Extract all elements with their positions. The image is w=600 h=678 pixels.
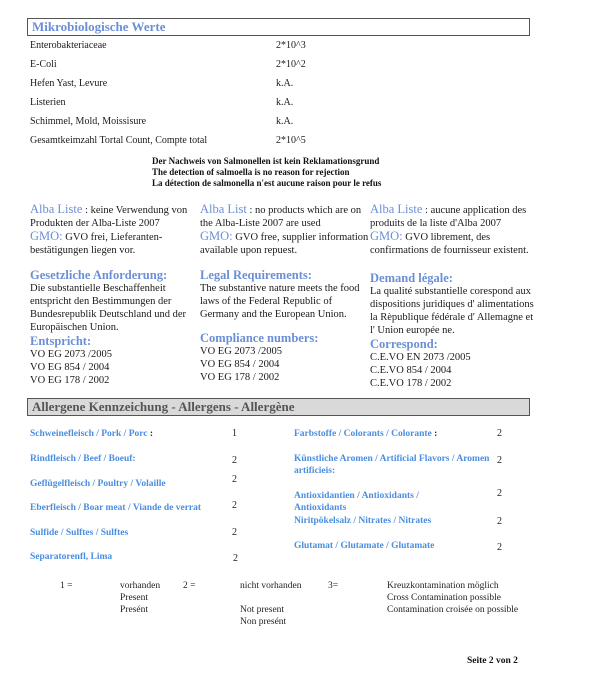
allergen-value: 2 [232,500,237,511]
micro-row-label: Enterobakteriaceae [30,40,107,51]
allergen-label: Eberfleisch / Boar meat / Viande de verrat [30,503,202,513]
compliance-item: C.E.VO 178 / 2002 [370,378,452,389]
gmo-label: GMO: [200,229,233,243]
allergen-label: Geflügelfleisch / Poultry / Volaille [30,479,166,489]
column-french [370,203,540,390]
legal-text: Die substantielle Beschaffenheit entspricht den Bestimmungen der Bundesrepublik Deutschland und der Europäischen Union. [30,283,187,333]
legend-text-1 [120,580,160,616]
micro-section-header [27,18,530,36]
micro-row-label: Gesamtkeimzahl Tortal Count, Compte total [30,135,208,146]
legend-key-1: 1 = [60,581,73,591]
legend-key-3: 3= [328,581,339,591]
legend-line: Kreuzkontamination möglich [387,581,499,591]
allergen-label [294,428,437,440]
micro-row-value: 2*10^2 [276,59,306,70]
legend-line: Present [120,593,148,603]
allergen-value: 1 [232,428,237,439]
alba-block [370,203,540,271]
allergen-section-title: Allergene Kennzeichung - Allergens - Allergène [32,399,295,414]
alba-text: : no products which are on the Alba-Liste 2007 are used [200,205,362,229]
micro-row-label: Hefen Yast, Levure [30,78,108,89]
column-english [200,203,370,384]
gmo-text: GVO librement, des confirmations de fournisseur existent. [370,232,529,256]
alba-text: : keine Verwendung von Produkten der Alba-Liste 2007 [30,205,188,229]
legend-line-spacer [240,592,301,604]
allergen-label [30,428,153,440]
legal-text: The substantive nature meets the food laws of the Federal Republic of Germany and the European Union. [200,283,360,320]
alba-block [30,203,200,261]
allergen-label: Künstliche Aromen / Artificial Flavors / Aromen artificieis: [294,454,490,476]
allergen-name: Farbstoffe / Colorants / Colorante [294,429,432,439]
compliance-item: VO EG 178 / 2002 [200,372,280,383]
micro-row-value: k.A. [276,78,294,89]
micro-row-label: Schimmel, Mold, Moissisure [30,116,147,127]
legend-line: Not present [240,605,285,615]
micro-row-value: 2*10^3 [276,40,306,51]
gmo-text: GVO frei, Lieferanten-bestätigungen liegen vor. [30,232,163,256]
compliance-item: VO EG 2073 /2005 [200,346,282,357]
gmo-text: GVO free, supplier information available upon repuest. [200,232,369,256]
compliance-item: C.E.VO 854 / 2004 [370,365,452,376]
allergen-section-header [27,398,530,416]
legal-heading: Demand légale: [370,271,453,285]
notice-line-en: The detection of salmoella is no reason for rejection [152,167,350,177]
salmonella-notice [152,156,381,189]
legend-text-2 [240,580,301,628]
allergen-label: Sulfide / Sulftes / Sulftes [30,528,129,538]
micro-row-label: E-Coli [30,59,57,70]
compliance-item: VO EG 2073 /2005 [30,349,112,360]
allergen-label: Rindfleisch / Beef / Boeuf: [30,454,136,464]
micro-row-value: k.A. [276,116,294,127]
allergen-value: 2 [232,455,237,466]
allergen-value: 2 [233,553,238,564]
gmo-label: GMO: [370,229,403,243]
legal-heading: Legal Requirements: [200,268,312,282]
compliance-item: VO EG 178 / 2002 [30,375,110,386]
compliance-heading: Entspricht: [30,334,92,348]
legend-line: Contamination croisée on possible [387,605,519,615]
compliance-item: C.E.VO EN 2073 /2005 [370,352,471,363]
alba-label: Alba List [200,202,247,216]
legend-line: Cross Contamination possible [387,593,501,603]
allergen-value: 2 [232,474,237,485]
allergen-value: 2 [497,455,502,466]
alba-text: : aucune application des produits de la liste d'Alba 2007 [370,205,527,229]
notice-line-fr: La détection de salmonella n'est aucune raison pour le refus [152,178,382,188]
micro-row-label: Listerien [30,97,66,108]
allergen-value: 2 [232,527,237,538]
notice-line-de: Der Nachweis von Salmonellen ist kein Reklamationsgrund [152,156,380,166]
allergen-value: 2 [497,516,502,527]
legal-heading: Gesetzliche Anforderung: [30,268,168,282]
allergen-value: 2 [497,428,502,439]
micro-row-value: k.A. [276,97,294,108]
allergen-value: 2 [497,542,502,553]
legend-line: nicht vorhanden [240,581,302,591]
allergen-suffix: : [431,429,438,439]
alba-label: Alba Liste [370,202,423,216]
micro-section-title: Mikrobiologische Werte [32,19,166,34]
allergen-label: Separatorenfl, Lima [30,552,113,562]
compliance-heading: Correspond: [370,337,438,351]
allergen-label: Antioxidantien / Antioxidants / Antioxidants [294,491,419,513]
column-german [30,203,200,387]
legend-line: Presént [120,605,148,615]
allergen-value: 2 [497,488,502,499]
compliance-heading: Compliance numbers: [200,331,319,345]
alba-label: Alba Liste [30,202,83,216]
allergen-suffix: : [147,429,154,439]
gmo-label: GMO: [30,229,63,243]
legend-text-3 [387,580,518,616]
compliance-item: VO EG 854 / 2004 [30,362,110,373]
micro-row-value: 2*10^5 [276,135,306,146]
legal-text: La qualité substantielle corespond aux dispositions juridiques d' alimentations la Rèpublique fédérale d' Allemagne et l' Union europée ne. [370,286,534,336]
page-number: Seite 2 von 2 [467,656,518,666]
legend-key-2: 2 = [183,581,196,591]
allergen-name: Schweinefleisch / Pork / Porc [30,429,148,439]
alba-block [200,203,370,261]
allergen-label: Niritpökelsalz / Nitrates / Nitrates [294,516,432,526]
compliance-item: VO EG 854 / 2004 [200,359,280,370]
allergen-label: Glutamat / Glutamate / Glutamate [294,541,435,551]
legend-line: vorhanden [120,581,161,591]
legend-line: Non presént [240,617,287,627]
